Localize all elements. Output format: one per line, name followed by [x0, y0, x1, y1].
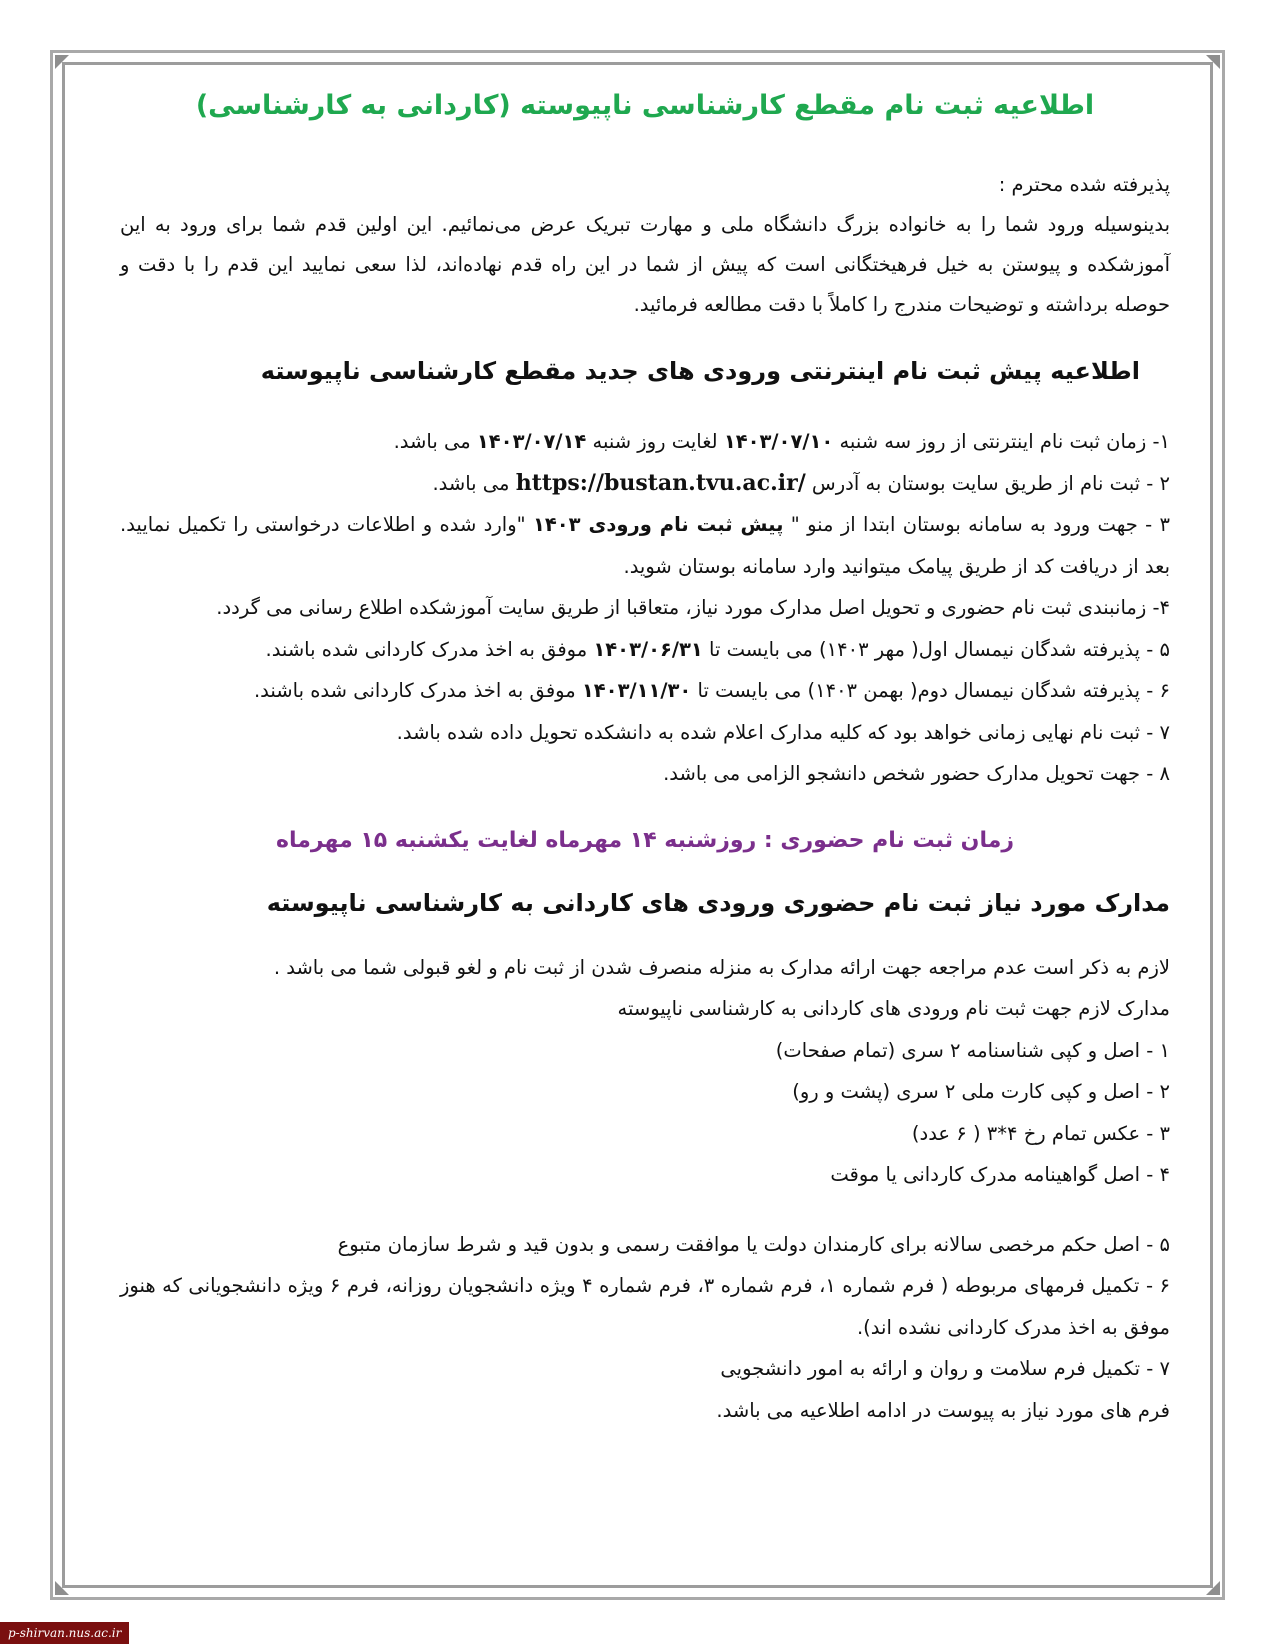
bustan-link[interactable]: https://bustan.tvu.ac.ir/	[515, 469, 806, 496]
document-body	[120, 90, 1170, 1431]
site-watermark: p-shirvan.nus.ac.ir	[0, 1622, 129, 1644]
greeting: پذیرفته شده محترم :	[998, 173, 1170, 196]
list-item: ۶ - تکمیل فرمهای مربوطه ( فرم شماره ۱، فرم شماره ۳، فرم شماره ۴ ویژه دانشجویان روزانه، فرم ۶ ویژه دانشجویانی که هنوز موفق به اخذ مدرک کاردانی نشده اند).	[120, 1274, 1171, 1339]
preregistration-heading: اطلاعیه پیش ثبت نام اینترنتی ورودی های جدید مقطع کارشناسی ناپیوسته	[260, 357, 1140, 385]
documents-list	[120, 947, 1170, 1432]
note-text: لازم به ذکر است عدم مراجعه جهت ارائه مدارک به منزله منصرف شدن از ثبت نام و لغو قبولی شما می باشد .	[273, 955, 1170, 979]
list-item: ۲ - ثبت نام از طریق سایت بوستان به آدرس https://bustan.tvu.ac.ir/ می باشد.	[432, 469, 1170, 496]
list-item: ۸ - جهت تحویل مدارک حضور شخص دانشجو الزامی می باشد.	[663, 762, 1170, 785]
list-item: ۵ - پذیرفته شدگان نیمسال اول( مهر ۱۴۰۳) می بایست تا ۱۴۰۳/۰۶/۳۱ موفق به اخذ مدرک کاردانی شده باشند.	[265, 637, 1170, 661]
intro-paragraph: بدینوسیله ورود شما را به خانواده بزرگ دانشگاه ملی و مهارت تبریک عرض می‌نمائیم. این اولین قدم شما برای ورود به این آموزشکده و پیوستن به خیل فرهیختگانی است که پیش از شما در این راه قدم نهاده‌اند، لذا سعی نمایید این قدم را با دقت و حوصله برداشته و توضیحات مندرج را کاملاً با دقت مطالعه فرمائید.	[120, 213, 1170, 316]
border-corner-bottom-right	[1206, 1581, 1220, 1595]
preregistration-list	[120, 421, 1170, 795]
border-corner-top-left	[55, 55, 69, 69]
list-item: ۶ - پذیرفته شدگان نیمسال دوم( بهمن ۱۴۰۳) می بایست تا ۱۴۰۳/۱۱/۳۰ موفق به اخذ مدرک کاردانی شده باشند.	[253, 679, 1170, 702]
list-item: ۱- زمان ثبت نام اینترنتی از روز سه شنبه ۱۴۰۳/۰۷/۱۰ لغایت روز شنبه ۱۴۰۳/۰۷/۱۴ می باشد.	[393, 430, 1170, 453]
list-item: ۴ - اصل گواهینامه مدرک کاردانی یا موقت	[830, 1163, 1170, 1186]
list-item: ۷ - تکمیل فرم سلامت و روان و ارائه به امور دانشجویی	[720, 1357, 1170, 1380]
forms-note: فرم های مورد نیاز به پیوست در ادامه اطلاعیه می باشد.	[716, 1398, 1170, 1422]
list-item: ۳ - جهت ورود به سامانه بوستان ابتدا از منو " پیش ثبت نام ورودی ۱۴۰۳ "وارد شده و اطلاعات درخواستی را تکمیل نمایید. بعد از دریافت کد از طریق پیامک میتوانید وارد سامانه بوستان شوید.	[120, 513, 1170, 578]
list-item: ۱ - اصل و کپی شناسنامه ۲ سری (تمام صفحات)	[775, 1038, 1170, 1062]
border-corner-bottom-left	[55, 1581, 69, 1595]
list-item: ۵ - اصل حکم مرخصی سالانه برای کارمندان دولت یا موافقت رسمی و بدون قید و شرط سازمان متبوع	[337, 1232, 1170, 1256]
docs-intro: مدارک لازم جهت ثبت نام ورودی های کاردانی به کارشناسی ناپیوسته	[617, 997, 1170, 1020]
border-corner-top-right	[1206, 55, 1220, 69]
list-item: ۳ - عکس تمام رخ ۴*۳ ( ۶ عدد)	[911, 1121, 1170, 1145]
list-item: ۷ - ثبت نام نهایی زمانی خواهد بود که کلیه مدارک اعلام شده به دانشکده تحویل داده شده باشد.	[396, 720, 1170, 744]
list-item: ۲ - اصل و کپی کارت ملی ۲ سری (پشت و رو)	[792, 1080, 1170, 1103]
intro-section	[120, 165, 1170, 325]
documents-heading: مدارک مورد نیاز ثبت نام حضوری ورودی های کاردانی به کارشناسی ناپیوسته	[266, 888, 1170, 917]
inperson-time: زمان ثبت نام حضوری : روزشنبه ۱۴ مهرماه لغایت یکشنبه ۱۵ مهرماه	[275, 827, 1014, 853]
document-title: اطلاعیه ثبت نام مقطع کارشناسی ناپیوسته (کاردانی به کارشناسی)	[195, 90, 1095, 121]
list-item: ۴- زمانبندی ثبت نام حضوری و تحویل اصل مدارک مورد نیاز، متعاقبا از طریق سایت آموزشکده اطلاع رسانی می گردد.	[216, 596, 1170, 619]
